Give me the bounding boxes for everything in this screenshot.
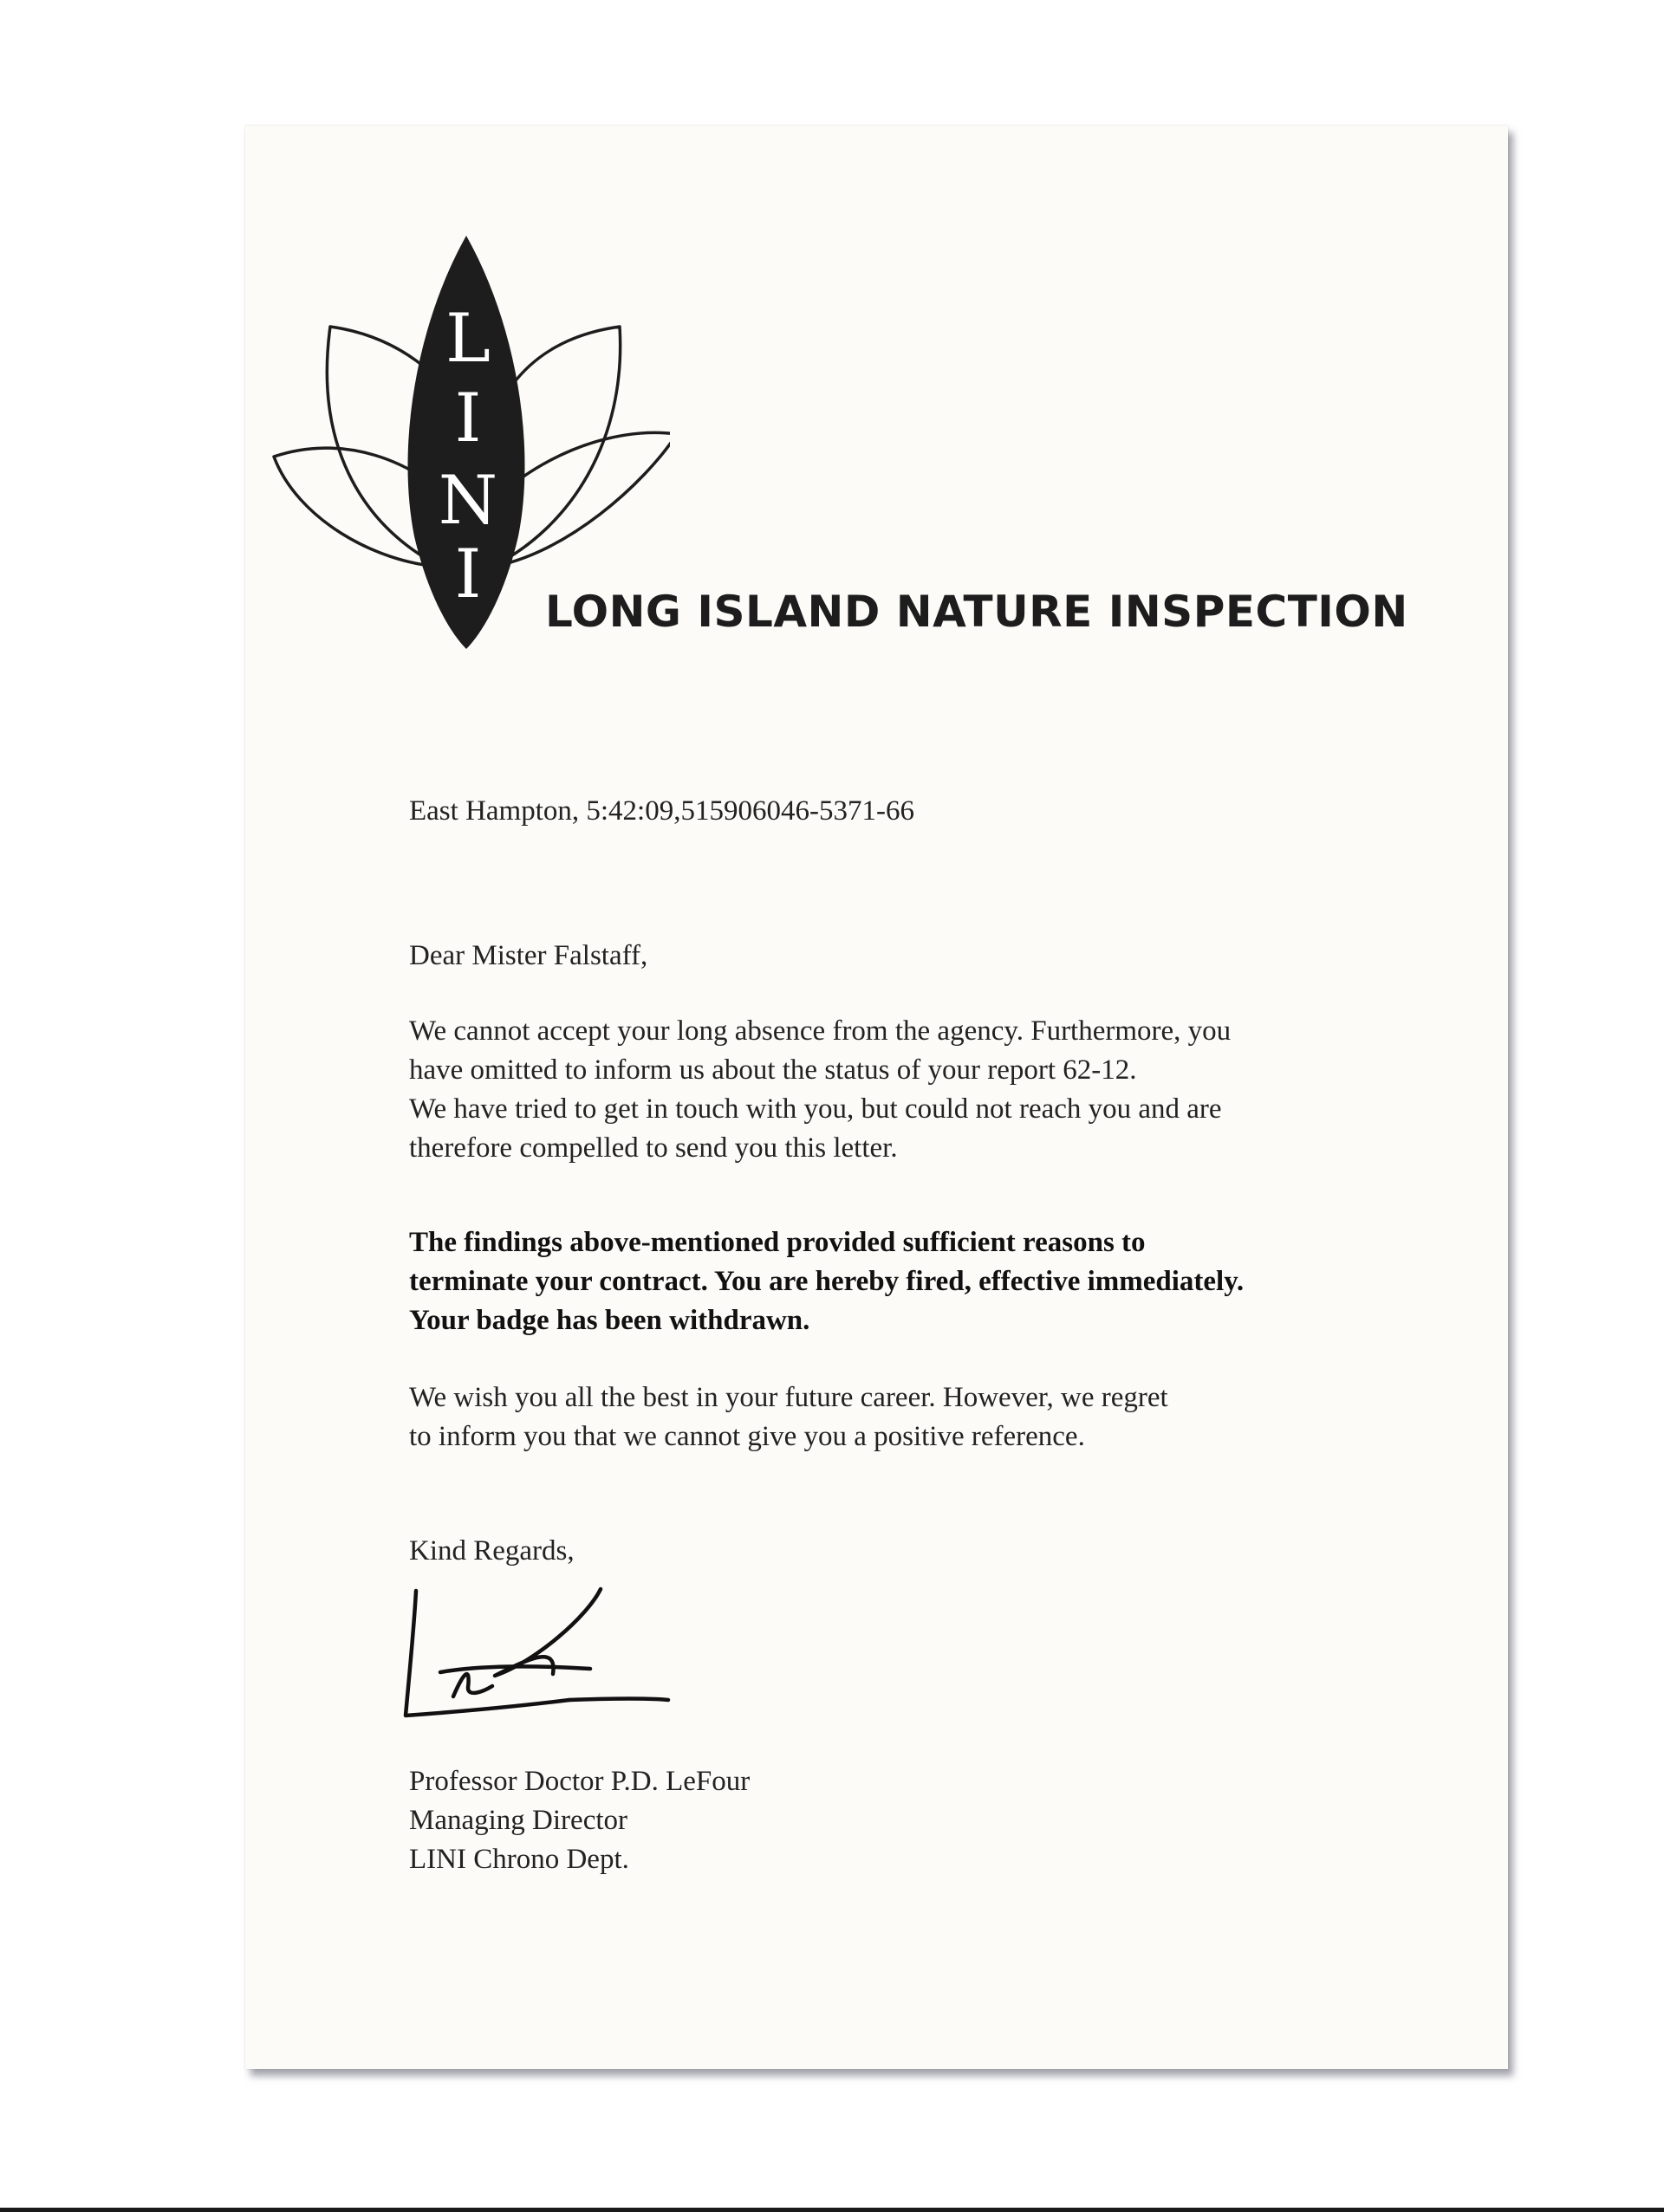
paragraph-termination xyxy=(409,1223,1406,1340)
company-name: LONG ISLAND NATURE INSPECTION xyxy=(545,587,1408,637)
logo-letter-4: I xyxy=(454,535,482,613)
paragraph-line: to inform you that we cannot give you a positive reference. xyxy=(409,1421,1085,1452)
letter-sheet xyxy=(245,126,1508,2069)
signatory-name: Professor Doctor P.D. LeFour xyxy=(409,1766,751,1797)
lotus-logo xyxy=(263,181,670,649)
paragraph-line: We cannot accept your long absence from the agency. Furthermore, you xyxy=(409,1015,1232,1047)
signatory-department: LINI Chrono Dept. xyxy=(409,1844,629,1875)
paragraph-absence xyxy=(409,1012,1406,1168)
paragraph-line: have omitted to inform us about the status of your report 62-12. xyxy=(409,1054,1137,1086)
paragraph-line: We have tried to get in touch with you, but could not reach you and are xyxy=(409,1093,1222,1125)
handwritten-signature xyxy=(384,1586,765,1724)
closing: Kind Regards, xyxy=(409,1535,575,1567)
bottom-edge-rule xyxy=(0,2208,1664,2212)
paragraph-line: The findings above-mentioned provided sufficient reasons to xyxy=(409,1227,1146,1258)
dateline: East Hampton, 5:42:09,515906046-5371-66 xyxy=(409,795,914,827)
paragraph-reference xyxy=(409,1378,1406,1456)
signature-block xyxy=(409,1762,1406,1879)
salutation: Dear Mister Falstaff, xyxy=(409,940,648,971)
paragraph-line: therefore compelled to send you this letter. xyxy=(409,1132,898,1164)
paragraph-line: Your badge has been withdrawn. xyxy=(409,1305,810,1336)
logo-letter-1: L xyxy=(445,300,491,378)
paragraph-line: We wish you all the best in your future career. However, we regret xyxy=(409,1382,1168,1413)
signatory-title: Managing Director xyxy=(409,1805,627,1836)
paragraph-line: terminate your contract. You are hereby fired, effective immediately. xyxy=(409,1266,1245,1297)
logo-letter-2: I xyxy=(454,379,482,457)
logo-letter-3: N xyxy=(438,462,498,540)
